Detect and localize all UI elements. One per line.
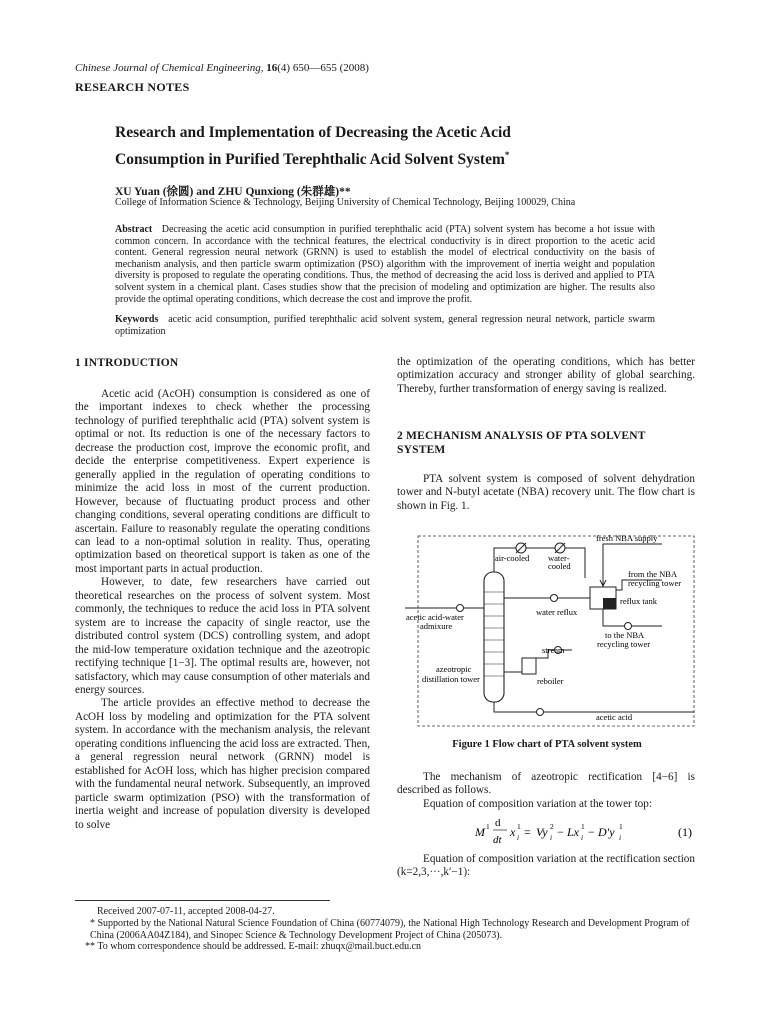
paper-title — [115, 122, 675, 171]
author-list: XU Yuan (徐圆) and ZHU Qunxiong (朱群雄)** — [115, 186, 351, 198]
label-air-cooled: air-cooled — [495, 553, 530, 563]
label-azeotropic-2: distillation tower — [422, 674, 480, 684]
svg-text:i: i — [550, 833, 553, 842]
mechanism-paragraph-3: Equation of composition variation at the tower top: — [423, 797, 652, 810]
keywords-text: acetic acid consumption, purified terephthalic acid solvent system, general regression neural network, particle swarm optimization — [115, 314, 655, 337]
journal-issue-pages: (4) 650—655 (2008) — [277, 62, 369, 74]
footnote-received: Received 2007-07-11, accepted 2008-04-27. — [97, 906, 275, 917]
label-reboiler: reboiler — [537, 676, 564, 686]
svg-text:=: = — [524, 825, 531, 839]
mechanism-paragraph-2: The mechanism of azeotropic rectification [4−6] is described as follows. — [397, 771, 695, 797]
affiliation: College of Information Science & Technology, Beijing University of Chemical Technology, Beijing 100029, China — [115, 197, 576, 208]
label-to-nba-1: to the NBA — [605, 630, 645, 640]
svg-text:−: − — [588, 825, 595, 839]
label-water-cooled-1: water- — [548, 553, 570, 563]
svg-text:x: x — [510, 825, 516, 839]
svg-text:1: 1 — [581, 822, 585, 831]
mechanism-body — [397, 771, 695, 811]
equation-number: (1) — [678, 825, 692, 839]
label-azeotropic-1: azeotropic — [436, 664, 472, 674]
journal-volume: 16 — [266, 62, 278, 74]
abstract-text: Decreasing the acetic acid consumption in purified terephthalic acid (PTA) solvent system has become a hot issue with common concern. In accordance with the technical features, the electrical conductivity is in direct proportion to the acetic acid content. General regression neural network (GRNN) is used to establish the model of electrical conductivity on the basis of mechanism analysis, and then particle swarm optimization (PSO) algorithm with the improvement of inertia weight and population diversity is proposed to regulate the operating conditions. Thus, the method of decreasing the acid loss is derived and applied to PTA solvent system in a chemical plant. Cases studies show that the precision of modeling and optimization are higher. The results also provide the optimal operating conditions, which decrease the cost and improve the profit. — [115, 224, 655, 305]
label-to-nba-2: recycling tower — [597, 639, 651, 649]
svg-text:i: i — [581, 833, 584, 842]
right-column-top — [397, 356, 695, 396]
label-fresh-nba: fresh NBA supply — [596, 533, 658, 543]
intro-paragraph-1: Acetic acid (AcOH) consumption is considered as one of the important indexes to check whether the processing technology of purified terephthalic acid (PTA) solvent system is optimal or not. Its reduction is one of the necessary factors to decrease the production cost, improve the economic profit, and decide the enterprise competitiveness. Expert experience is generally applied in the regulation of operating conditions to minimize the acid loss in most of the current production. However, because of fluctuating product process and other changing conditions, several operating conditions are difficult to ascertain. Failure to reasonably regulate the operating conditions can lead to a non-optimal solution in reality. Thus, operating optimization based on theoretical support is taken as one of the most important parts in actual production. — [75, 388, 370, 575]
intro-continuation: the optimization of the operating conditions, which has better optimization accuracy and stronger ability of global searching. Thereby, further transformation of energy saving is realized. — [397, 356, 695, 395]
svg-text:M: M — [475, 825, 485, 839]
mechanism-heading: 2 MECHANISM ANALYSIS OF PTA SOLVENT SYSTEM — [397, 430, 646, 456]
label-from-nba-2: recycling tower — [628, 578, 682, 588]
flow-chart-figure — [400, 532, 700, 732]
intro-paragraph-2: However, to date, few researchers have carried out theoretical researches on the process of solvent system. Most commonly, the techniques to reduce the acid loss in PTA solvent system are to increase the capacity of single reactor, use the distributed control system (DCS) controlling system, and adopt the mid-low temperature oxidation technique and the azeotropic rectifying technique [1−3]. The optimal results are, however, not satisfactory, which may cause consumption of other materials and energy sources. — [75, 576, 370, 696]
svg-text:−: − — [557, 825, 564, 839]
intro-heading: 1 INTRODUCTION — [75, 357, 179, 369]
equation-1 — [470, 814, 695, 850]
svg-text:2: 2 — [550, 822, 554, 831]
svg-text:1: 1 — [517, 822, 521, 831]
label-admix-2: admixure — [420, 621, 453, 631]
svg-text:Lx: Lx — [567, 825, 579, 839]
label-water-cooled-2: cooled — [548, 561, 571, 571]
mechanism-tail — [397, 853, 695, 880]
svg-text:d: d — [495, 817, 501, 829]
section-label: RESEARCH NOTES — [75, 80, 190, 94]
label-admix-1: acetic acid-water — [406, 612, 464, 622]
acetic-acid-line — [494, 702, 694, 712]
svg-text:1: 1 — [619, 822, 623, 831]
label-reflux-tank: reflux tank — [620, 596, 658, 606]
footnote-rule — [75, 900, 330, 901]
journal-citation — [75, 62, 369, 74]
svg-text:D′y: D′y — [598, 825, 615, 839]
mechanism-intro — [397, 473, 695, 513]
label-from-nba-1: from the NBA — [628, 569, 678, 579]
svg-text:Vy: Vy — [536, 825, 548, 839]
title-line-2: Consumption in Purified Terephthalic Acid Solvent System — [115, 151, 505, 169]
distillation-tower — [484, 572, 504, 702]
abstract-label: Abstract — [115, 224, 153, 235]
svg-text:1: 1 — [486, 822, 490, 831]
abstract — [115, 224, 655, 305]
footnotes — [85, 906, 705, 953]
svg-text:dt: dt — [493, 834, 502, 846]
mechanism-paragraph-1: PTA solvent system is composed of solvent dehydration tower and N-butyl acetate (NBA) recovery unit. The flow chart is shown in Fig. 1. — [397, 473, 695, 512]
title-line-1: Research and Implementation of Decreasing the Acetic Acid — [115, 124, 511, 141]
keywords-label: Keywords — [115, 314, 159, 325]
footnote-support: * Supported by the National Natural Science Foundation of China (60774079), the National High Technology Research and Development Program of China (2006AA04Z184), and Sinopec Science & Technology Development Project of China (205073). — [90, 917, 690, 941]
to-nba-line — [603, 609, 662, 626]
title-footnote-marker: * — [504, 150, 510, 160]
journal-name: Chinese Journal of Chemical Engineering, — [75, 62, 264, 74]
label-acetic-acid: acetic acid — [596, 712, 633, 722]
keywords — [115, 314, 655, 337]
label-stream: stream — [542, 645, 565, 655]
svg-text:i: i — [517, 833, 520, 842]
svg-text:i: i — [619, 833, 622, 842]
label-water-reflux: water reflux — [536, 607, 578, 617]
left-column — [75, 388, 370, 832]
reboiler — [522, 658, 536, 674]
footnote-correspondence: ** To whom correspondence should be addressed. E-mail: zhuqx@mail.buct.edu.cn — [85, 941, 422, 953]
mechanism-paragraph-4: Equation of composition variation at the rectification section (k=2,3,···,k′−1): — [397, 853, 695, 879]
figure-caption: Figure 1 Flow chart of PTA solvent system — [452, 739, 642, 750]
intro-paragraph-3: The article provides an effective method to decrease the AcOH loss by modeling and optimization for the PTA solvent system. In accordance with the mechanism analysis, the relevant operating conditions influencing the acid loss are extracted. Then, a general regression neural network (GRNN) model is established for AcOH loss, which has higher precision compared with the fundamental neural network. Subsequently, an improved particle swarm optimization (PSO) with the transformation of inertia weight and increase of population diversity is developed to solve — [75, 697, 370, 831]
